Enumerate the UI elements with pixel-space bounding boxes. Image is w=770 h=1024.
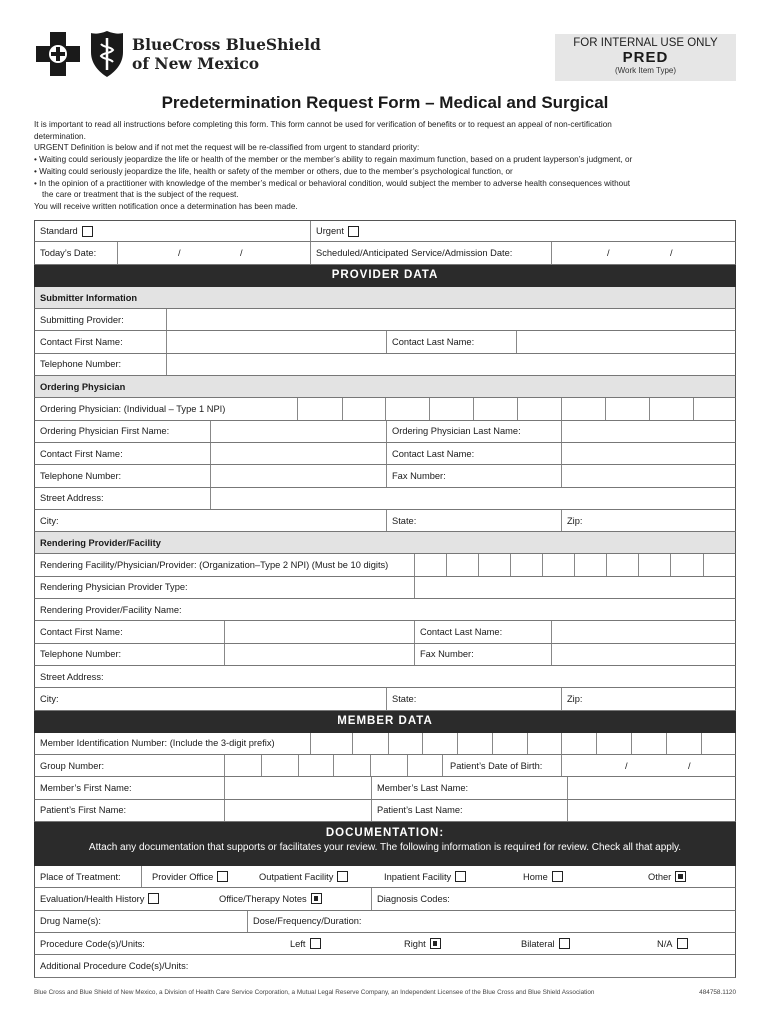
na-checkbox[interactable] — [677, 938, 688, 949]
other-checkbox[interactable] — [675, 871, 686, 882]
outpatient-option[interactable] — [254, 866, 348, 887]
standard-checkbox[interactable] — [82, 226, 93, 237]
urgent-bullet-2: • Waiting could seriously jeopardize the life, health or safety of the member or others, due to the member’s psychological function, or — [34, 166, 513, 176]
therapy-notes-checkbox[interactable] — [311, 893, 322, 904]
group-number-row — [34, 755, 736, 777]
ordering-physician-label: Ordering Physician — [40, 381, 126, 392]
rendering-contact-row — [34, 621, 736, 643]
telephone-label: Telephone Number: — [40, 359, 122, 370]
brand-line-1: BlueCross BlueShield — [132, 35, 321, 54]
documentation-subtitle: Attach any documentation that supports or facilitates your review. The following information is required for review. Check all that apply. — [88, 842, 682, 854]
drug-row — [34, 911, 736, 933]
telephone-label: Telephone Number: — [40, 470, 122, 481]
inpatient-option[interactable] — [379, 866, 466, 887]
ordering-phone-row — [34, 465, 736, 487]
contact-last-name-label: Contact Last Name: — [420, 626, 503, 637]
rendering-provider-label: Rendering Provider/Facility — [40, 537, 161, 548]
blue-shield-icon — [90, 30, 124, 78]
right-option[interactable] — [399, 933, 441, 954]
dose-label: Dose/Frequency/Duration: — [253, 916, 362, 927]
other-option[interactable] — [643, 866, 686, 887]
right-label: Right — [404, 938, 426, 949]
fax-label: Fax Number: — [420, 649, 474, 660]
therapy-notes-option[interactable] — [214, 888, 322, 909]
contact-first-name-label: Contact First Name: — [40, 448, 123, 459]
intro-paragraph-1: It is important to read all instructions before completing this form. This form cannot be used for verification of benefits or to request an appeal of non-certification — [34, 120, 612, 129]
other-label: Other — [648, 871, 672, 882]
member-name-row — [34, 777, 736, 799]
provider-office-checkbox[interactable] — [217, 871, 228, 882]
member-first-name-label: Member’s First Name: — [40, 783, 132, 794]
dates-row — [34, 242, 736, 264]
left-checkbox[interactable] — [310, 938, 321, 949]
notification-note: You will receive written notification once a determination has been made. — [34, 201, 298, 211]
rendering-street-row — [34, 666, 736, 688]
ordering-npi-row — [34, 398, 736, 420]
date-slash: / — [240, 247, 243, 258]
state-label: State: — [392, 515, 417, 526]
member-last-name-label: Member’s Last Name: — [377, 783, 469, 794]
group-number-label: Group Number: — [40, 760, 105, 771]
internal-use-label: FOR INTERNAL USE ONLY — [573, 37, 718, 49]
page-title: Predetermination Request Form – Medical and Surgical — [161, 93, 609, 112]
provider-office-option[interactable] — [147, 866, 228, 887]
eval-history-checkbox[interactable] — [148, 893, 159, 904]
fax-label: Fax Number: — [392, 470, 446, 481]
eval-history-label: Evaluation/Health History — [40, 893, 145, 904]
urgent-option[interactable] — [311, 221, 359, 241]
form-grid — [34, 220, 736, 978]
inpatient-label: Inpatient Facility — [384, 871, 452, 882]
ordering-street-row — [34, 488, 736, 510]
right-checkbox[interactable] — [430, 938, 441, 949]
internal-use-box — [555, 34, 736, 81]
member-id-row — [34, 733, 736, 755]
contact-first-name-label: Contact First Name: — [40, 337, 123, 348]
member-id-label: Member Identification Number: (Include the 3-digit prefix) — [40, 738, 275, 749]
submitter-contact-row — [34, 331, 736, 353]
zip-label: Zip: — [567, 693, 583, 704]
additional-procedure-label: Additional Procedure Code(s)/Units: — [40, 960, 189, 971]
intro-paragraph-1b: determination. — [34, 131, 86, 141]
submitting-provider-row — [34, 309, 736, 331]
submitting-provider-field[interactable] — [167, 309, 735, 330]
rendering-type-row — [34, 577, 736, 599]
submitter-info-label: Submitter Information — [40, 292, 138, 303]
urgent-label: Urgent — [316, 226, 344, 237]
state-label: State: — [392, 693, 417, 704]
date-slash: / — [625, 760, 628, 771]
bilateral-label: Bilateral — [521, 938, 555, 949]
ordering-physician-header — [34, 376, 736, 398]
city-label: City: — [40, 693, 59, 704]
na-label: N/A — [657, 938, 673, 949]
footer — [34, 989, 736, 996]
priority-row — [34, 220, 736, 242]
ordering-contact-row — [34, 443, 736, 465]
brand-line-2: of New Mexico — [132, 54, 260, 73]
patient-first-name-label: Patient’s First Name: — [40, 805, 127, 816]
evaluation-row — [34, 888, 736, 910]
date-slash: / — [607, 247, 610, 258]
urgent-bullet-1: • Waiting could seriously jeopardize the life or health of the member or the member’s ability to regain maximum function, based on a prudent layperson’s judgment, or — [34, 155, 633, 165]
work-item-code: PRED — [622, 49, 669, 66]
rendering-phone-row — [34, 644, 736, 666]
zip-label: Zip: — [567, 515, 583, 526]
additional-procedure-row — [34, 955, 736, 977]
procedure-codes-label: Procedure Code(s)/Units: — [40, 938, 145, 949]
scheduled-date-label: Scheduled/Anticipated Service/Admission Date: — [316, 247, 513, 258]
outpatient-label: Outpatient Facility — [259, 871, 334, 882]
rendering-type-label: Rendering Physician Provider Type: — [40, 582, 188, 593]
instructions — [34, 119, 734, 213]
telephone-label: Telephone Number: — [40, 649, 122, 660]
rendering-name-label: Rendering Provider/Facility Name: — [40, 604, 182, 615]
bilateral-option[interactable] — [516, 933, 570, 954]
place-of-treatment-row — [34, 866, 736, 888]
documentation-title: DOCUMENTATION: — [325, 827, 445, 840]
submitter-info-header — [34, 287, 736, 309]
standard-label: Standard — [40, 226, 78, 237]
footer-legal-text: Blue Cross and Blue Shield of New Mexico, a Division of Health Care Service Corporation, a Mutual Legal Reserve Company, an Independent Licensee of the Blue Cross and Blue Shield Association — [34, 989, 595, 996]
rendering-npi-label: Rendering Facility/Physician/Provider: (Organization–Type 2 NPI) (Must be 10 digits) — [40, 560, 389, 571]
date-slash: / — [670, 247, 673, 258]
urgent-definition: URGENT Definition is below and if not met the request will be re-classified from urgent to standard priority: — [34, 143, 420, 153]
documentation-header — [34, 822, 736, 866]
rendering-npi-row — [34, 554, 736, 576]
todays-date-label: Today’s Date: — [40, 247, 97, 258]
urgent-checkbox[interactable] — [348, 226, 359, 237]
ordering-last-name-label: Ordering Physician Last Name: — [392, 426, 521, 437]
home-label: Home — [523, 871, 548, 882]
inpatient-checkbox[interactable] — [455, 871, 466, 882]
work-item-label: (Work Item Type) — [614, 66, 677, 75]
standard-option[interactable] — [35, 221, 93, 241]
patient-name-row — [34, 800, 736, 822]
left-option[interactable] — [285, 933, 321, 954]
member-data-header: MEMBER DATA — [34, 711, 736, 733]
place-of-treatment-label: Place of Treatment: — [40, 871, 121, 882]
therapy-notes-label: Office/Therapy Notes — [219, 893, 307, 904]
ordering-npi-label: Ordering Physician: (Individual – Type 1 NPI) — [40, 404, 226, 415]
bilateral-checkbox[interactable] — [559, 938, 570, 949]
contact-last-name-label: Contact Last Name: — [392, 337, 475, 348]
city-label: City: — [40, 515, 59, 526]
rendering-name-row — [34, 599, 736, 621]
drug-names-label: Drug Name(s): — [40, 916, 101, 927]
submitter-telephone-row — [34, 354, 736, 376]
urgent-bullet-3b: the care or treatment that is the subject of the request. — [42, 190, 239, 200]
date-slash: / — [178, 247, 181, 258]
street-address-label: Street Address: — [40, 493, 104, 504]
rendering-provider-header — [34, 532, 736, 554]
urgent-bullet-3: • In the opinion of a practitioner with knowledge of the member’s medical or behavioral condition, would subject the member to adverse health consequences without — [34, 178, 631, 188]
submitting-provider-label: Submitting Provider: — [40, 314, 124, 325]
ordering-name-row — [34, 421, 736, 443]
eval-history-option[interactable] — [35, 888, 159, 909]
na-option[interactable] — [652, 933, 688, 954]
footer-form-code: 484758.1120 — [699, 989, 736, 996]
outpatient-checkbox[interactable] — [337, 871, 348, 882]
procedure-row — [34, 933, 736, 955]
ordering-first-name-label: Ordering Physician First Name: — [40, 426, 170, 437]
left-label: Left — [290, 938, 306, 949]
contact-last-name-label: Contact Last Name: — [392, 448, 475, 459]
rendering-city-row — [34, 688, 736, 710]
home-checkbox[interactable] — [552, 871, 563, 882]
blue-cross-icon — [34, 30, 82, 78]
home-option[interactable] — [518, 866, 563, 887]
diagnosis-codes-label: Diagnosis Codes: — [377, 893, 450, 904]
provider-data-header: PROVIDER DATA — [34, 265, 736, 287]
patient-dob-label: Patient’s Date of Birth: — [450, 760, 543, 771]
brand-name — [132, 35, 321, 73]
street-address-label: Street Address: — [40, 671, 104, 682]
provider-office-label: Provider Office — [152, 871, 214, 882]
contact-first-name-label: Contact First Name: — [40, 626, 123, 637]
patient-last-name-label: Patient’s Last Name: — [377, 805, 463, 816]
bcbs-logo — [34, 30, 321, 78]
ordering-city-row — [34, 510, 736, 532]
date-slash: / — [688, 760, 691, 771]
